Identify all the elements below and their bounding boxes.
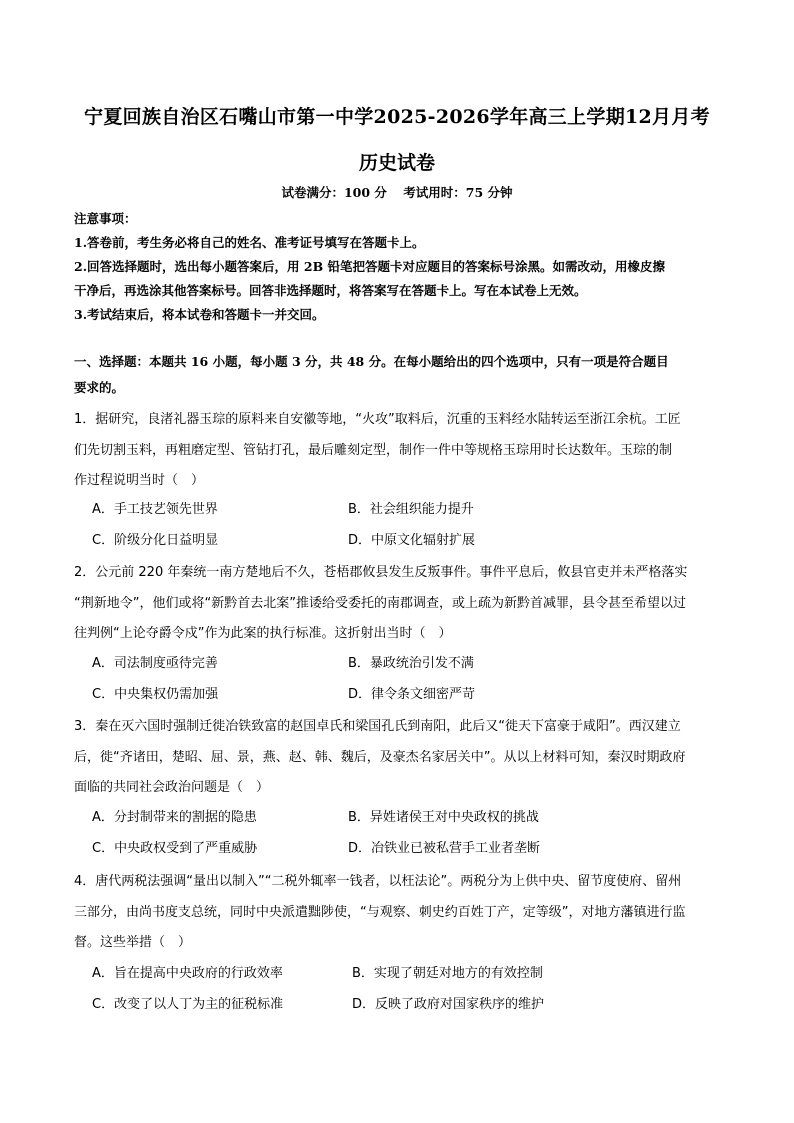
question-stem-line: “荆新地令”，他们或将“新黔首去北案”推诿给受委托的南郡调查，或上疏为新黔首减罪，县令甚至希望以过 [74,595,686,611]
question-1-options [92,494,712,556]
section-line: 一、选择题：本题共 16 小题，每小题 3 分，共 48 分。在每小题给出的四个选项中，只有一项是符合题目 [74,354,669,369]
exam-subject: 历史试卷 [358,152,435,174]
question-stem-line: 作过程说明当时（ ） [74,473,205,488]
option-c: C．中央集权仍需加强 [92,687,219,702]
notes-block [74,207,724,327]
notes-heading: 注意事项： [74,211,137,226]
option-c: C．改变了以人丁为主的征税标准 [92,997,284,1012]
question-stem-line: 三部分，由尚书度支总统，同时中央派遣黜陟使，“与观察、刺史约百姓丁产，定等级”，对地方藩镇进行监 [74,904,686,920]
question-3 [74,712,722,804]
question-3-options [92,802,712,864]
option-b: B．实现了朝廷对地方的有效控制 [352,966,543,981]
option-c: C．阶级分化日益明显 [92,533,219,548]
option-c: C．中央政权受到了严重威胁 [92,841,258,856]
question-stem-line: 督。这些举措（ ） [74,935,192,950]
question-2-options [92,648,712,710]
note-line: 2.回答选择题时，选出每小题答案后，用 2B 铅笔把答题卡对应题目的答案标号涂黑。如需改动，用橡皮擦 [74,259,666,274]
section-line: 要求的。 [74,380,125,395]
full-score: 试卷满分：100 分 [281,185,387,200]
question-2 [74,558,722,650]
note-line: 1.答卷前，考生务必将自己的姓名、准考证号填写在答题卡上。 [74,235,425,250]
question-stem-line: 2．公元前 220 年秦统一南方楚地后不久，苍梧郡攸县发生反叛事件。事件平息后，攸县官吏并未严格落实 [74,565,688,580]
option-d: D．中原文化辐射扩展 [348,533,476,548]
option-a: A．分封制带来的割据的隐患 [92,810,257,825]
option-b: B．暴政统治引发不满 [348,656,474,671]
option-d: D．冶铁业已被私营手工业者垄断 [348,841,541,856]
question-stem-line: 们先切割玉料，再粗磨定型、管钻打孔，最后雕刻定型，制作一件中等规格玉琮用时长达数年。玉琮的制 [74,442,673,458]
option-d: D．反映了政府对国家秩序的维护 [352,997,545,1012]
exam-title: 宁夏回族自治区石嘴山市第一中学2025-2026学年高三上学期12月月考 [84,106,710,128]
question-stem-line: 面临的共同社会政治问题是（ ） [74,780,270,795]
note-line: 干净后，再选涂其他答案标号。回答非选择题时，将答案写在答题卡上。写在本试卷上无效。 [74,283,587,298]
option-b: B．异姓诸侯王对中央政权的挑战 [348,810,539,825]
question-1 [74,405,722,497]
option-d: D．律令条文细密严苛 [348,687,476,702]
exam-meta [0,183,794,201]
exam-time: 考试用时：75 分钟 [403,185,513,200]
question-stem-line: 3．秦在灭六国时强制迁徙冶铁致富的赵国卓氏和梁国孔氏到南阳，此后又“徙天下富豪于咸阳”。西汉建立 [74,719,681,734]
section-heading [74,349,724,401]
note-line: 3.考试结束后，将本试卷和答题卡一并交回。 [74,307,325,322]
option-a: A．司法制度亟待完善 [92,656,218,671]
option-a: A．手工技艺领先世界 [92,502,218,517]
question-stem-line: 4．唐代两税法强调“量出以制入”“二税外辄率一钱者，以枉法论”。两税分为上供中央、留节度使府、留州 [74,874,682,889]
question-stem-line: 后，徙“齐诸田，楚昭、屈、景，燕、赵、韩、魏后，及豪杰名家居关中”。从以上材料可知，秦汉时期政府 [74,749,686,765]
question-stem-line: 1．据研究，良渚礼器玉琮的原料来自安徽等地，“火攻”取料后，沉重的玉料经水陆转运至浙江余杭。工匠 [74,412,681,427]
question-stem-line: 往判例“上论夺爵令戍”作为此案的执行标准。这折射出当时（ ） [74,626,452,641]
option-a: A．旨在提高中央政府的行政效率 [92,966,283,981]
question-4 [74,867,722,959]
option-b: B．社会组织能力提升 [348,502,474,517]
question-4-options [92,958,712,1020]
